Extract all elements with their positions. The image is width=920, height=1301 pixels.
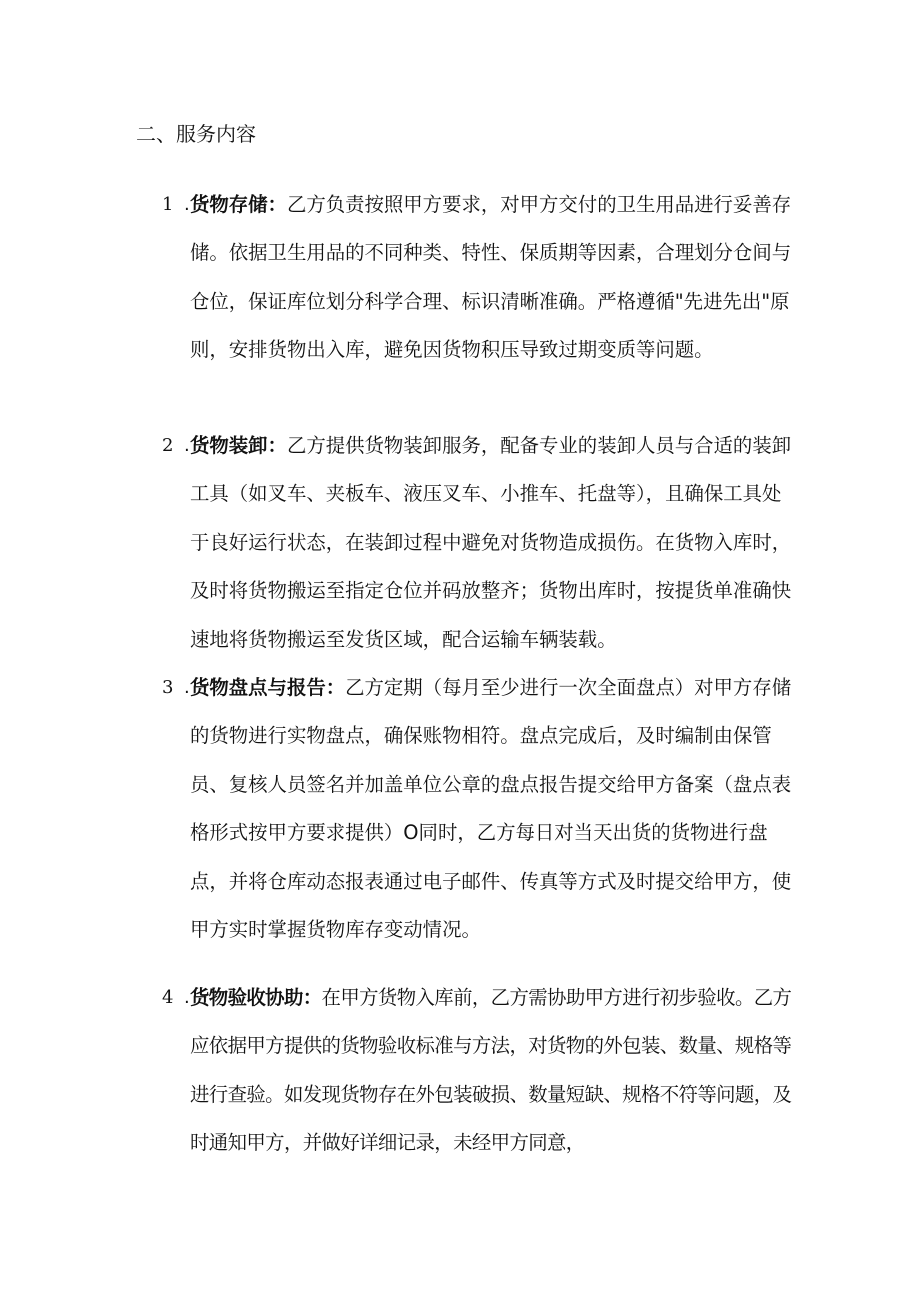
- item-body: 乙方负责按照甲方要求，对甲方交付的卫生用品进行妥善存储。依据卫生用品的不同种类、特性、保质期等因素，合理划分仓间与仓位，保证库位划分科学合理、标识清晰准确。严格遵循"先进先出"原则，安排货物出入库，避免因货物积压导致过期变质等问题。: [190, 193, 792, 362]
- item-number: 2: [162, 435, 174, 456]
- item-dot: .: [184, 435, 190, 456]
- item-dot: .: [184, 194, 190, 215]
- item-text: [190, 422, 794, 664]
- item-title: 货物装卸：: [190, 434, 287, 457]
- item-body: 乙方定期（每月至少进行一次全面盘点）对甲方存储的货物进行实物盘点，确保账物相符。盘点完成后，及时编制由保管员、复核人员签名并加盖单位公章的盘点报告提交给甲方备案（盘点表格形式按甲方要求提供）O同时，乙方每日对当天出货的货物进行盘点，并将仓库动态报表通过电子邮件、传真等方式及时提交给甲方，使甲方实时掌握货物库存变动情况。: [190, 676, 792, 942]
- item-text: [190, 664, 794, 954]
- item-title: 货物存储：: [190, 193, 287, 216]
- item-title: 货物盘点与报告：: [190, 676, 346, 699]
- item-title: 货物验收协助：: [190, 986, 322, 1009]
- section-title: 二、服务内容: [136, 122, 256, 146]
- item-number: 4: [162, 987, 174, 1008]
- item-body: 在甲方货物入库前，乙方需协助甲方进行初步验收。乙方应依据甲方提供的货物验收标准与方法，对货物的外包装、数量、规格等进行查验。如发现货物存在外包装破损、数量短缺、规格不符等问题，及时通知甲方，并做好详细记录，未经甲方同意，: [190, 986, 792, 1155]
- item-text: [190, 181, 794, 375]
- item-number: 1: [162, 194, 174, 215]
- item-dot: .: [184, 677, 190, 698]
- item-body: 乙方提供货物装卸服务，配备专业的装卸人员与合适的装卸工具（如叉车、夹板车、液压叉车、小推车、托盘等），且确保工具处于良好运行状态，在装卸过程中避免对货物造成损伤。在货物入库时，及时将货物搬运至指定仓位并码放整齐；货物出库时，按提货单准确快速地将货物搬运至发货区域，配合运输车辆装载。: [190, 434, 792, 651]
- item-text: [190, 974, 794, 1168]
- item-number: 3: [162, 677, 174, 698]
- item-dot: .: [184, 987, 190, 1008]
